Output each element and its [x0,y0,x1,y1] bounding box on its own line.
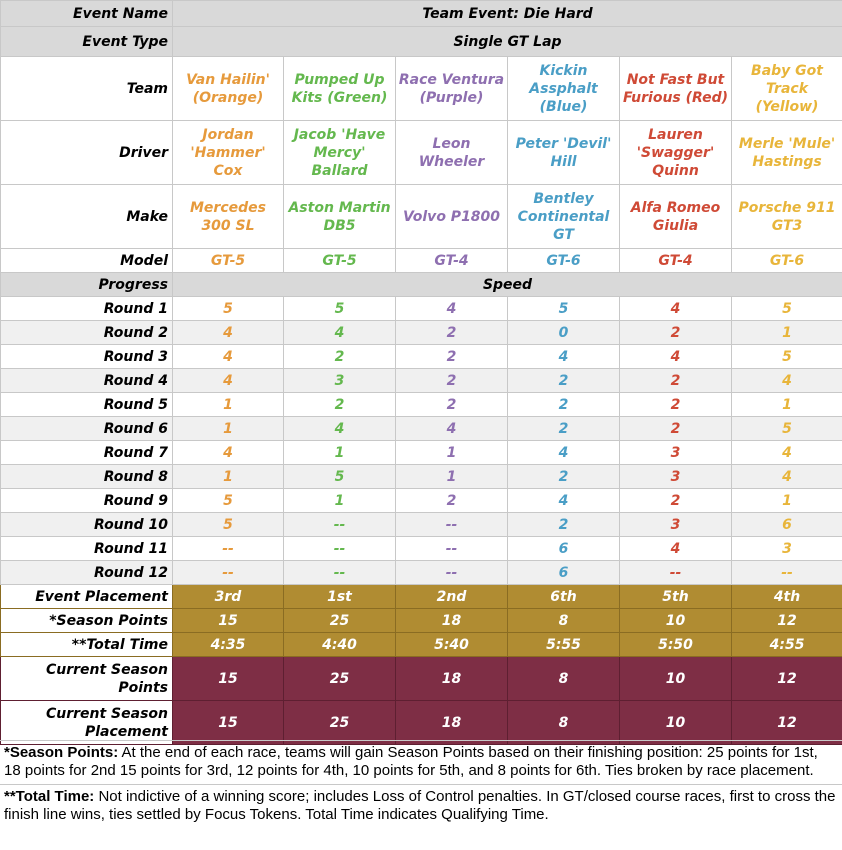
season-points-cell: 15 [173,609,284,633]
make-cell: Aston Martin DB5 [284,185,396,249]
round-score: 4 [284,417,396,441]
round-score: 1 [732,489,842,513]
event-name-value: Team Event: Die Hard [173,1,842,27]
round-score: -- [284,537,396,561]
team-cell: Not Fast But Furious (Red) [620,57,732,121]
round-score: -- [284,561,396,585]
round-score: 1 [396,441,508,465]
round-score: 4 [620,345,732,369]
round-score: -- [732,561,842,585]
current-season-points-cell: 12 [732,657,842,701]
round-score: 4 [620,537,732,561]
team-cell: Kickin Assphalt (Blue) [508,57,620,121]
event-type-label: Event Type [1,27,173,57]
round-row [1,393,842,417]
round-score: 4 [732,465,842,489]
round-score: 1 [173,393,284,417]
round-label: Round 12 [1,561,173,585]
round-score: 2 [396,393,508,417]
round-row [1,345,842,369]
round-score: 6 [508,561,620,585]
round-row [1,561,842,585]
round-score: 5 [732,417,842,441]
round-score: 2 [508,393,620,417]
model-cell: GT-6 [508,249,620,273]
current-season-points-cell: 8 [508,657,620,701]
current-season-placement-cell: 25 [284,701,396,745]
round-score: 3 [732,537,842,561]
footnotes [0,740,842,828]
make-cell: Volvo P1800 [396,185,508,249]
total-time-cell: 4:40 [284,633,396,657]
placement-cell: 3rd [173,585,284,609]
placement-cell: 6th [508,585,620,609]
total-time-note [0,784,842,828]
event-name-label: Event Name [1,1,173,27]
driver-cell: Leon Wheeler [396,121,508,185]
driver-cell: Lauren 'Swagger' Quinn [620,121,732,185]
placement-cell: 2nd [396,585,508,609]
round-row [1,297,842,321]
round-score: 2 [620,321,732,345]
round-row [1,489,842,513]
round-score: 4 [508,441,620,465]
round-score: 3 [284,369,396,393]
round-score: 2 [396,345,508,369]
model-cell: GT-4 [620,249,732,273]
current-season-placement-row [1,701,842,745]
round-label: Round 2 [1,321,173,345]
round-score: -- [396,537,508,561]
total-time-cell: 5:55 [508,633,620,657]
round-label: Round 7 [1,441,173,465]
model-cell: GT-5 [284,249,396,273]
round-score: -- [173,537,284,561]
round-score: 1 [396,465,508,489]
total-time-note-text: Not indictive of a winning score; includes Loss of Control penalties. In GT/closed course races, first to cross the finish line wins, ties settled by Focus Tokens. Total Time indicates Qualifying Time. [4,788,836,823]
make-cell: Bentley Continental GT [508,185,620,249]
model-cell: GT-5 [173,249,284,273]
round-score: 2 [284,345,396,369]
round-score: 5 [173,297,284,321]
round-score: 5 [732,345,842,369]
current-season-points-cell: 15 [173,657,284,701]
round-score: 2 [396,369,508,393]
round-score: 4 [173,345,284,369]
season-points-note [0,740,842,784]
season-points-cell: 12 [732,609,842,633]
round-score: 3 [620,465,732,489]
total-time-label: **Total Time [1,633,173,657]
round-label: Round 11 [1,537,173,561]
total-time-cell: 5:40 [396,633,508,657]
total-time-row [1,633,842,657]
round-score: 1 [173,417,284,441]
event-type-row [1,27,842,57]
round-row [1,369,842,393]
round-score: -- [284,513,396,537]
round-label: Round 6 [1,417,173,441]
season-points-note-text: At the end of each race, teams will gain Season Points based on their finishing position: 25 points for 1st, 18 points for 2nd 15 points for 3rd, 12 points for 4th, 10 points for 5th, and 8 points for 6th. Ties broken by race placement. [4,744,818,779]
round-score: 4 [396,297,508,321]
round-score: 0 [508,321,620,345]
round-score: 1 [284,441,396,465]
round-score: 5 [173,489,284,513]
placement-cell: 1st [284,585,396,609]
progress-row [1,273,842,297]
round-row [1,465,842,489]
current-season-placement-cell: 12 [732,701,842,745]
driver-cell: Merle 'Mule' Hastings [732,121,842,185]
team-cell: Van Hailin' (Orange) [173,57,284,121]
round-score: 4 [620,297,732,321]
round-score: 4 [284,321,396,345]
round-score: 5 [284,465,396,489]
round-score: 1 [173,465,284,489]
round-score: 2 [396,489,508,513]
event-placement-label: Event Placement [1,585,173,609]
round-score: 5 [284,297,396,321]
round-score: 4 [173,441,284,465]
round-score: 1 [732,393,842,417]
round-score: -- [620,561,732,585]
round-row [1,513,842,537]
round-score: -- [396,561,508,585]
model-row [1,249,842,273]
round-score: 2 [284,393,396,417]
round-row [1,321,842,345]
driver-row [1,121,842,185]
round-score: 1 [732,321,842,345]
round-score: 2 [620,417,732,441]
round-score: 4 [173,369,284,393]
round-label: Round 8 [1,465,173,489]
round-score: 4 [732,369,842,393]
round-label: Round 4 [1,369,173,393]
current-season-placement-label: Current Season Placement [1,701,173,745]
current-season-points-row [1,657,842,701]
round-score: 2 [620,393,732,417]
round-score: 1 [284,489,396,513]
model-cell: GT-6 [732,249,842,273]
total-time-cell: 4:55 [732,633,842,657]
round-label: Round 1 [1,297,173,321]
team-cell: Pumped Up Kits (Green) [284,57,396,121]
round-score: 4 [396,417,508,441]
current-season-points-label: Current Season Points [1,657,173,701]
total-time-note-label: **Total Time: [4,788,95,805]
season-points-note-label: *Season Points: [4,744,119,761]
current-season-placement-cell: 10 [620,701,732,745]
season-points-cell: 10 [620,609,732,633]
season-points-cell: 18 [396,609,508,633]
season-points-cell: 25 [284,609,396,633]
current-season-placement-cell: 8 [508,701,620,745]
round-score: 4 [732,441,842,465]
round-score: 2 [508,513,620,537]
round-score: 3 [620,513,732,537]
driver-cell: Jacob 'Have Mercy' Ballard [284,121,396,185]
make-cell: Mercedes 300 SL [173,185,284,249]
season-points-cell: 8 [508,609,620,633]
round-label: Round 10 [1,513,173,537]
model-label: Model [1,249,173,273]
round-score: 5 [173,513,284,537]
round-score: 2 [508,465,620,489]
round-score: 2 [396,321,508,345]
round-label: Round 9 [1,489,173,513]
round-score: 6 [732,513,842,537]
speed-header: Speed [173,273,842,297]
current-season-placement-cell: 18 [396,701,508,745]
round-score: 4 [508,345,620,369]
round-score: -- [396,513,508,537]
round-score: 2 [508,417,620,441]
driver-label: Driver [1,121,173,185]
event-placement-row [1,585,842,609]
team-label: Team [1,57,173,121]
round-row [1,441,842,465]
round-label: Round 3 [1,345,173,369]
round-score: 4 [508,489,620,513]
round-score: 5 [508,297,620,321]
total-time-cell: 4:35 [173,633,284,657]
current-season-points-cell: 25 [284,657,396,701]
round-score: 2 [508,369,620,393]
round-score: -- [173,561,284,585]
total-time-cell: 5:50 [620,633,732,657]
round-row [1,417,842,441]
round-score: 6 [508,537,620,561]
round-score: 2 [620,489,732,513]
season-points-label: *Season Points [1,609,173,633]
event-type-value: Single GT Lap [173,27,842,57]
season-points-row [1,609,842,633]
progress-label: Progress [1,273,173,297]
team-cell: Race Ventura (Purple) [396,57,508,121]
current-season-points-cell: 18 [396,657,508,701]
round-row [1,537,842,561]
current-season-points-cell: 10 [620,657,732,701]
driver-cell: Peter 'Devil' Hill [508,121,620,185]
make-label: Make [1,185,173,249]
make-cell: Alfa Romeo Giulia [620,185,732,249]
placement-cell: 5th [620,585,732,609]
round-score: 4 [173,321,284,345]
team-cell: Baby Got Track (Yellow) [732,57,842,121]
round-score: 2 [620,369,732,393]
round-score: 3 [620,441,732,465]
make-cell: Porsche 911 GT3 [732,185,842,249]
make-row [1,185,842,249]
current-season-placement-cell: 15 [173,701,284,745]
driver-cell: Jordan 'Hammer' Cox [173,121,284,185]
model-cell: GT-4 [396,249,508,273]
round-score: 5 [732,297,842,321]
round-label: Round 5 [1,393,173,417]
event-name-row [1,1,842,27]
placement-cell: 4th [732,585,842,609]
team-row [1,57,842,121]
